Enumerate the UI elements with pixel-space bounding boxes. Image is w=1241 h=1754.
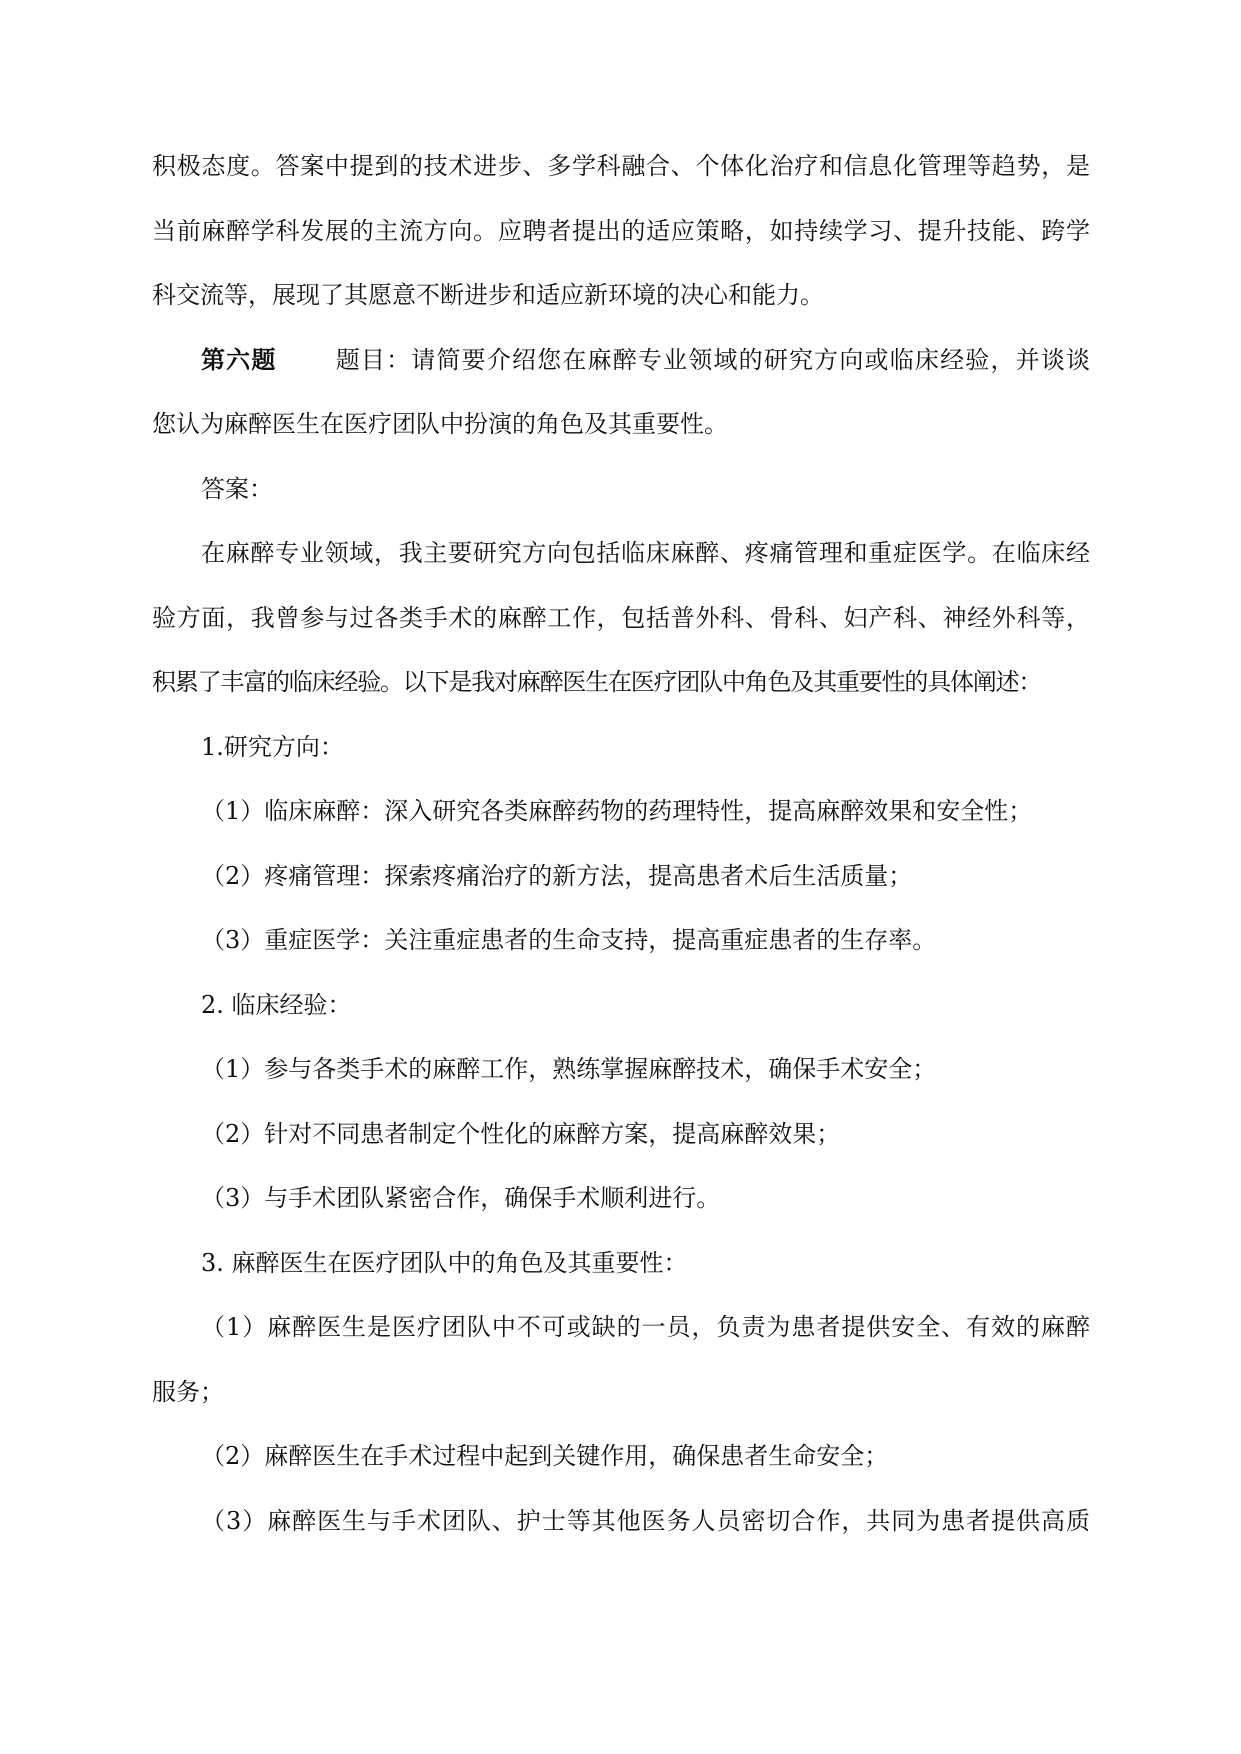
document-body	[152, 134, 1090, 1553]
list-item: （3）与手术团队紧密合作，确保手术顺利进行。	[201, 1184, 721, 1212]
list-item: （2）针对不同患者制定个性化的麻醉方案，提高麻醉效果；	[201, 1119, 841, 1148]
paragraph-line: 积极态度。答案中提到的技术进步、多学科融合、个体化治疗和信息化管理等趋势，是	[152, 152, 1090, 180]
paragraph-line: 验方面，我曾参与过各类手术的麻醉工作，包括普外科、骨科、妇产科、神经外科等，	[152, 603, 1090, 632]
list-item: （1）临床麻醉：深入研究各类麻醉药物的药理特性，提高麻醉效果和安全性；	[201, 797, 1033, 825]
list-item: （2）麻醉医生在手术过程中起到关键作用，确保患者生命安全；	[201, 1442, 889, 1470]
list-item: （2）疼痛管理：探索疼痛治疗的新方法，提高患者术后生活质量；	[201, 861, 913, 890]
section-heading: 3. 麻醉医生在医疗团队中的角色及其重要性：	[201, 1248, 688, 1277]
section-heading: 2. 临床经验：	[201, 990, 352, 1019]
section-heading: 1.研究方向：	[201, 732, 344, 761]
list-item: （3）重症医学：关注重症患者的生命支持，提高重症患者的生存率。	[201, 926, 937, 954]
paragraph-line: 在麻醉专业领域，我主要研究方向包括临床麻醉、疼痛管理和重症医学。在临床经	[201, 539, 1090, 567]
question-line: 您认为麻醉医生在医疗团队中扮演的角色及其重要性。	[152, 410, 728, 438]
question-text: 题目：请简要介绍您在麻醉专业领域的研究方向或临床经验，并谈谈	[334, 345, 1090, 374]
list-item: （1）参与各类手术的麻醉工作，熟练掌握麻醉技术，确保手术安全；	[201, 1055, 937, 1083]
list-item: （3）麻醉医生与手术团队、护士等其他医务人员密切合作，共同为患者提供高质	[201, 1506, 1090, 1535]
list-item: （1）麻醉医生是医疗团队中不可或缺的一员，负责为患者提供安全、有效的麻醉	[201, 1313, 1090, 1341]
paragraph-line: 积累了丰富的临床经验。以下是我对麻醉医生在医疗团队中角色及其重要性的具体阐述：	[152, 668, 1042, 696]
question-line	[152, 328, 1090, 393]
answer-label: 答案：	[201, 474, 273, 503]
question-label: 第六题	[201, 344, 277, 374]
paragraph-line: 当前麻醉学科发展的主流方向。应聘者提出的适应策略，如持续学习、提升技能、跨学	[152, 216, 1090, 245]
paragraph-line: 科交流等，展现了其愿意不断进步和适应新环境的决心和能力。	[152, 281, 824, 309]
list-item: 服务；	[152, 1377, 224, 1406]
